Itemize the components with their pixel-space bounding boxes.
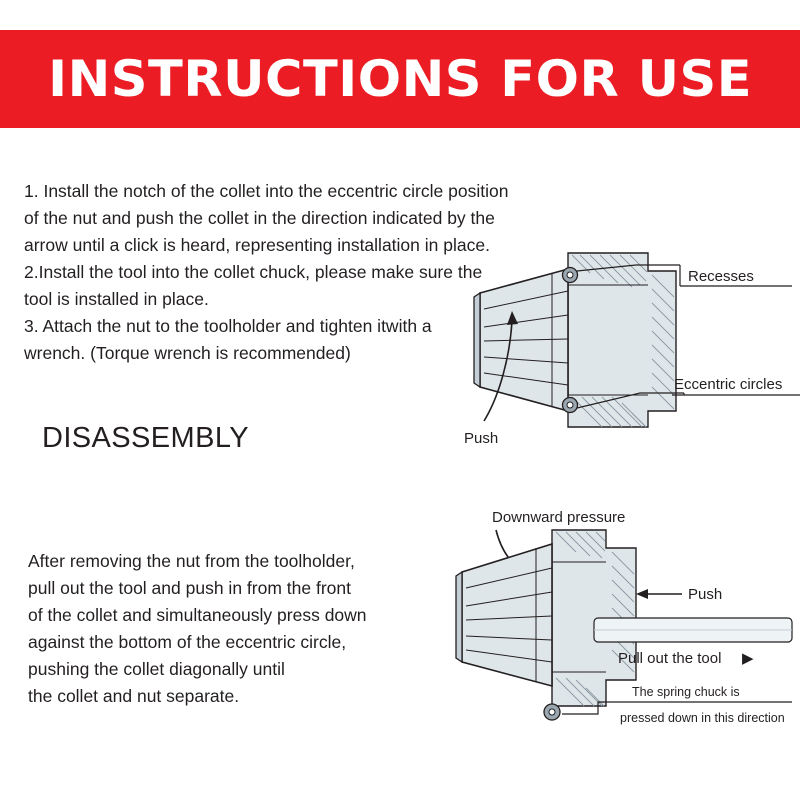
instruction-line-3: arrow until a click is heard, representing installation in place. — [24, 235, 490, 255]
disassembly-line-3: of the collet and simultaneously press down — [28, 605, 367, 625]
push-arrow-bottom — [636, 589, 682, 599]
disassembly-line-5: pushing the collet diagonally until — [28, 659, 285, 679]
instruction-line-1: 1. Install the notch of the collet into the eccentric circle position — [24, 181, 509, 201]
label-push-bottom: Push — [688, 586, 723, 603]
nut-body — [568, 253, 676, 427]
pull-out-tool-bar — [594, 618, 792, 642]
collet-body — [474, 269, 568, 411]
pull-out-arrow-icon: ▶ — [742, 650, 754, 667]
instruction-line-4: 2.Install the tool into the collet chuck, please make sure the — [24, 262, 483, 282]
disassembly-line-4: against the bottom of the eccentric circle, — [28, 632, 347, 652]
instruction-line-7: wrench. (Torque wrench is recommended) — [24, 343, 351, 363]
disassembly-text-block — [28, 548, 448, 710]
disassembly-line-6: the collet and nut separate. — [28, 686, 240, 706]
assembly-diagram — [440, 235, 800, 455]
page-title: INSTRUCTIONS FOR USE — [48, 50, 752, 108]
label-recesses: Recesses — [688, 268, 754, 285]
disassembly-diagram — [430, 490, 800, 760]
disassembly-line-1: After removing the nut from the toolholder, — [28, 551, 355, 571]
label-pull-out-the-tool: Pull out the tool — [618, 650, 722, 667]
eccentric-circle-bottom — [563, 398, 578, 413]
eccentric-circle-top — [563, 268, 578, 283]
label-spring-chuck-line2: pressed down in this direction — [620, 711, 785, 725]
instruction-line-6: 3. Attach the nut to the toolholder and tighten itwith a — [24, 316, 432, 336]
instruction-line-5: tool is installed in place. — [24, 289, 209, 309]
collet-body-bottom — [456, 544, 552, 686]
instructions-banner — [0, 30, 800, 128]
instruction-line-2: of the nut and push the collet in the direction indicated by the — [24, 208, 495, 228]
label-downward-pressure: Downward pressure — [492, 509, 626, 526]
label-spring-chuck-line1: The spring chuck is — [632, 685, 740, 699]
disassembly-line-2: pull out the tool and push in from the front — [28, 578, 351, 598]
disassembly-heading: DISASSEMBLY — [42, 422, 249, 454]
label-push-top: Push — [464, 430, 499, 447]
eccentric-circle-bottom-2 — [544, 704, 560, 720]
label-eccentric-circles: Eccentric circles — [674, 376, 783, 393]
